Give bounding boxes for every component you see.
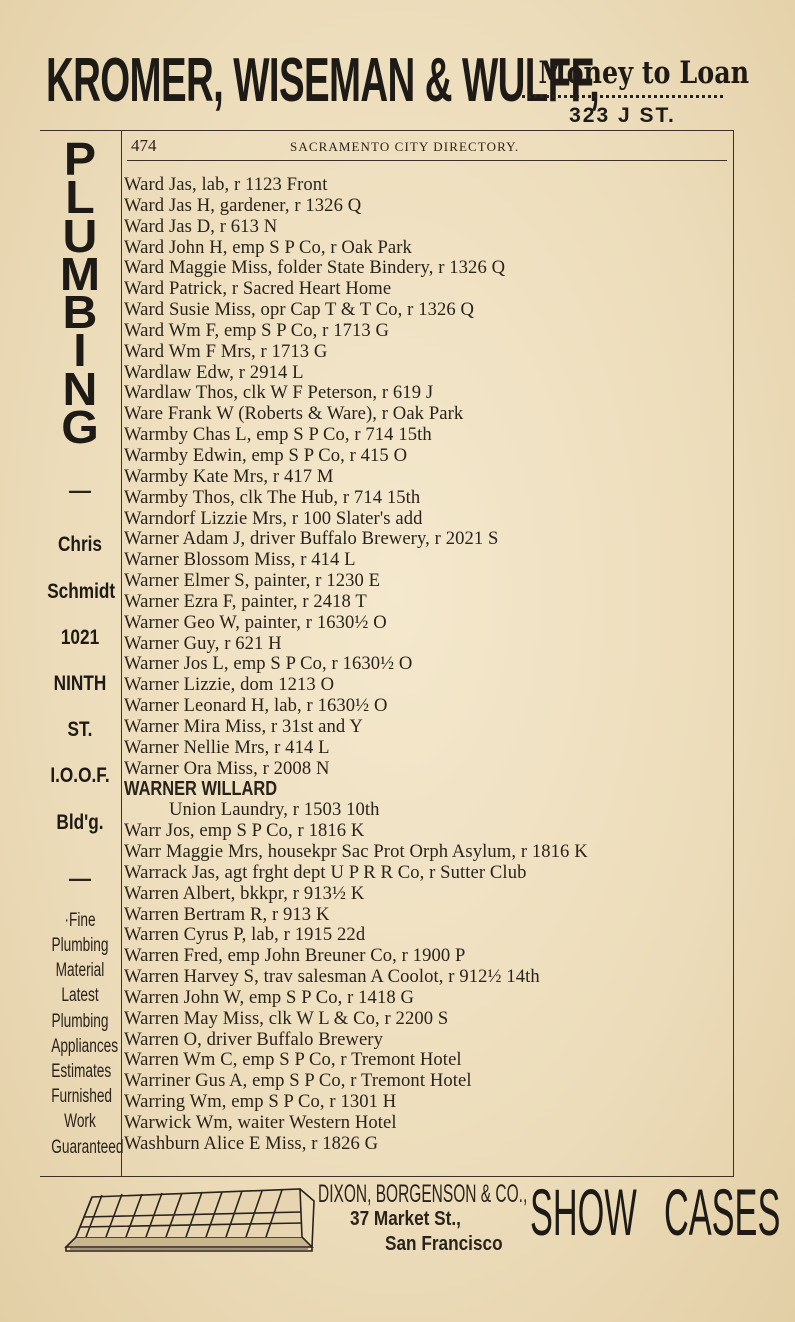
directory-entry: Warner Jos L, emp S P Co, r 1630½ O: [124, 653, 413, 675]
running-head: SACRAMENTO CITY DIRECTORY.: [290, 139, 520, 154]
directory-entry: Warner Guy, r 621 H: [124, 632, 282, 654]
directory-entry: Warren Cyrus P, lab, r 1915 22d: [124, 924, 366, 946]
plumbing-letter: N: [62, 362, 98, 415]
directory-entry: Ward Susie Miss, opr Cap T & T Co, r 1326 Q: [124, 299, 475, 321]
directory-entry: Warmby Edwin, emp S P Co, r 415 O: [124, 444, 408, 466]
directory-entry: Warndorf Lizzie Mrs, r 100 Slater's add: [124, 507, 423, 529]
display-case-engraving: [62, 1185, 317, 1255]
directory-entry: Warr Jos, emp S P Co, r 1816 K: [124, 820, 365, 842]
directory-entry: Warren May Miss, clk W L & Co, r 2200 S: [124, 1007, 449, 1029]
sidebar-dash: —: [69, 478, 91, 504]
directory-entry: Warrack Jas, agt frght dept U P R R Co, r Sutter Club: [124, 861, 527, 883]
plumbing-letter: I: [73, 324, 87, 377]
frame-top-rule: [40, 130, 734, 131]
directory-entry: Warren Albert, bkkpr, r 913½ K: [124, 882, 365, 904]
directory-entry: Ware Frank W (Roberts & Ware), r Oak Park: [124, 403, 464, 425]
sidebar-dash: —: [69, 865, 91, 891]
directory-entry: Warring Wm, emp S P Co, r 1301 H: [124, 1091, 397, 1113]
directory-entry: Warmby Thos, clk The Hub, r 714 15th: [124, 486, 421, 508]
directory-entry: Warren O, driver Buffalo Brewery: [124, 1028, 383, 1050]
directory-entry: Warner Nellie Mrs, r 414 L: [124, 736, 330, 758]
directory-entry: Warmby Chas L, emp S P Co, r 714 15th: [124, 424, 432, 446]
directory-entry: Ward Jas, lab, r 1123 Front: [124, 174, 328, 195]
loan-advertisement: [520, 55, 750, 128]
running-head-rule: [127, 160, 727, 161]
directory-entry: Wardlaw Thos, clk W F Peterson, r 619 J: [124, 382, 434, 404]
directory-entry: Warner Mira Miss, r 31st and Y: [124, 715, 363, 737]
sidebar-ad-line: Appliances: [51, 1035, 119, 1057]
directory-entry-continuation: Union Laundry, r 1503 10th: [169, 799, 380, 821]
sidebar-ad-line: Work: [64, 1111, 96, 1133]
dotted-rule: [522, 95, 723, 98]
bold-directory-entry: WARNER WILLARD: [124, 778, 278, 801]
advertiser-title: KROMER, WISEMAN & WULFF,: [46, 46, 600, 115]
directory-entries: [124, 175, 724, 1155]
directory-entry: Warren Wm C, emp S P Co, r Tremont Hotel: [124, 1049, 462, 1071]
firm-city: San Francisco: [385, 1233, 503, 1255]
directory-entry: Ward Patrick, r Sacred Heart Home: [124, 278, 392, 300]
plumbing-letter: U: [62, 209, 98, 262]
firm-name: DIXON, BORGENSON & CO.,: [318, 1180, 528, 1208]
directory-entry: Ward Jas H, gardener, r 1326 Q: [124, 194, 362, 216]
sidebar-ad-line: Estimates: [51, 1061, 112, 1083]
sidebar-ad-line: Plumbing: [51, 935, 109, 956]
sidebar-ad-line: Chris: [57, 533, 103, 557]
directory-entry: Ward Wm F Mrs, r 1713 G: [124, 340, 328, 362]
directory-entry: Warr Maggie Mrs, housekpr Sac Prot Orph Asylum, r 1816 K: [124, 841, 588, 862]
directory-entry: Warner Elmer S, painter, r 1230 E: [124, 570, 381, 592]
directory-entry: Washburn Alice E Miss, r 1826 G: [124, 1132, 379, 1154]
firm-street: 37 Market St.,: [350, 1208, 461, 1230]
sidebar-ad-line: Material: [55, 960, 105, 982]
directory-entry: Warner Ora Miss, r 2008 N: [124, 757, 330, 779]
directory-entry: Warren Bertram R, r 913 K: [124, 903, 330, 925]
directory-entry: Ward Wm F, emp S P Co, r 1713 G: [124, 319, 390, 341]
directory-entry: Ward Jas D, r 613 N: [124, 215, 278, 237]
directory-entry: Ward Maggie Miss, folder State Bindery, r 1326 Q: [124, 257, 506, 279]
plumbing-letter: G: [61, 401, 99, 454]
directory-entry: Warren John W, emp S P Co, r 1418 G: [124, 986, 415, 1008]
plumbing-letter: P: [63, 133, 97, 185]
directory-entry: Wardlaw Edw, r 2914 L: [124, 361, 304, 383]
directory-entry: Ward John H, emp S P Co, r Oak Park: [124, 236, 412, 258]
sidebar-ad-line: Schmidt: [47, 579, 116, 603]
sidebar-ad-line: I.O.O.F.: [50, 764, 110, 788]
directory-entry: Warner Adam J, driver Buffalo Brewery, r 2021 S: [124, 528, 499, 550]
loan-address: 323 J ST.: [569, 104, 676, 127]
directory-entry: Warner Leonard H, lab, r 1630½ O: [124, 695, 388, 717]
sidebar-ad-line: Guaranteed: [51, 1136, 124, 1158]
directory-entry: Warriner Gus A, emp S P Co, r Tremont Hotel: [124, 1070, 472, 1092]
sidebar-ad-line: 1021: [60, 625, 100, 649]
page-number: 474: [131, 136, 157, 155]
sidebar-ad-line: ·Fine: [64, 909, 96, 931]
plumbing-sidebar-ad: [40, 133, 124, 1160]
plumbing-letter: B: [62, 286, 98, 339]
directory-entry: Warner Blossom Miss, r 414 L: [124, 549, 356, 571]
directory-entry: Warren Fred, emp John Breuner Co, r 1900 P: [124, 945, 466, 967]
sidebar-ad-line: Furnished: [51, 1086, 113, 1108]
directory-entry: Warner Lizzie, dom 1213 O: [124, 674, 335, 696]
directory-entry: Warner Geo W, painter, r 1630½ O: [124, 611, 387, 633]
plumbing-letter: M: [59, 247, 101, 300]
sidebar-ad-line: Bld'g.: [56, 810, 104, 834]
sidebar-ad-line: Plumbing: [51, 1010, 109, 1032]
directory-entry: Warner Ezra F, painter, r 2418 T: [124, 590, 367, 612]
sidebar-ad-line: NINTH: [53, 671, 107, 695]
frame-right-rule: [733, 130, 734, 1176]
sidebar-ad-line: ST.: [67, 718, 93, 742]
show-cases-title: SHOW CASES: [530, 1175, 781, 1249]
plumbing-letter: L: [65, 171, 95, 224]
money-to-loan-text: Money to Loan: [538, 55, 750, 91]
directory-entry: Warmby Kate Mrs, r 417 M: [124, 465, 334, 487]
directory-entry: Warwick Wm, waiter Western Hotel: [124, 1111, 397, 1133]
directory-entry: Warren Harvey S, trav salesman A Coolot, r 912½ 14th: [124, 966, 540, 988]
sidebar-ad-line: Latest: [61, 985, 99, 1007]
